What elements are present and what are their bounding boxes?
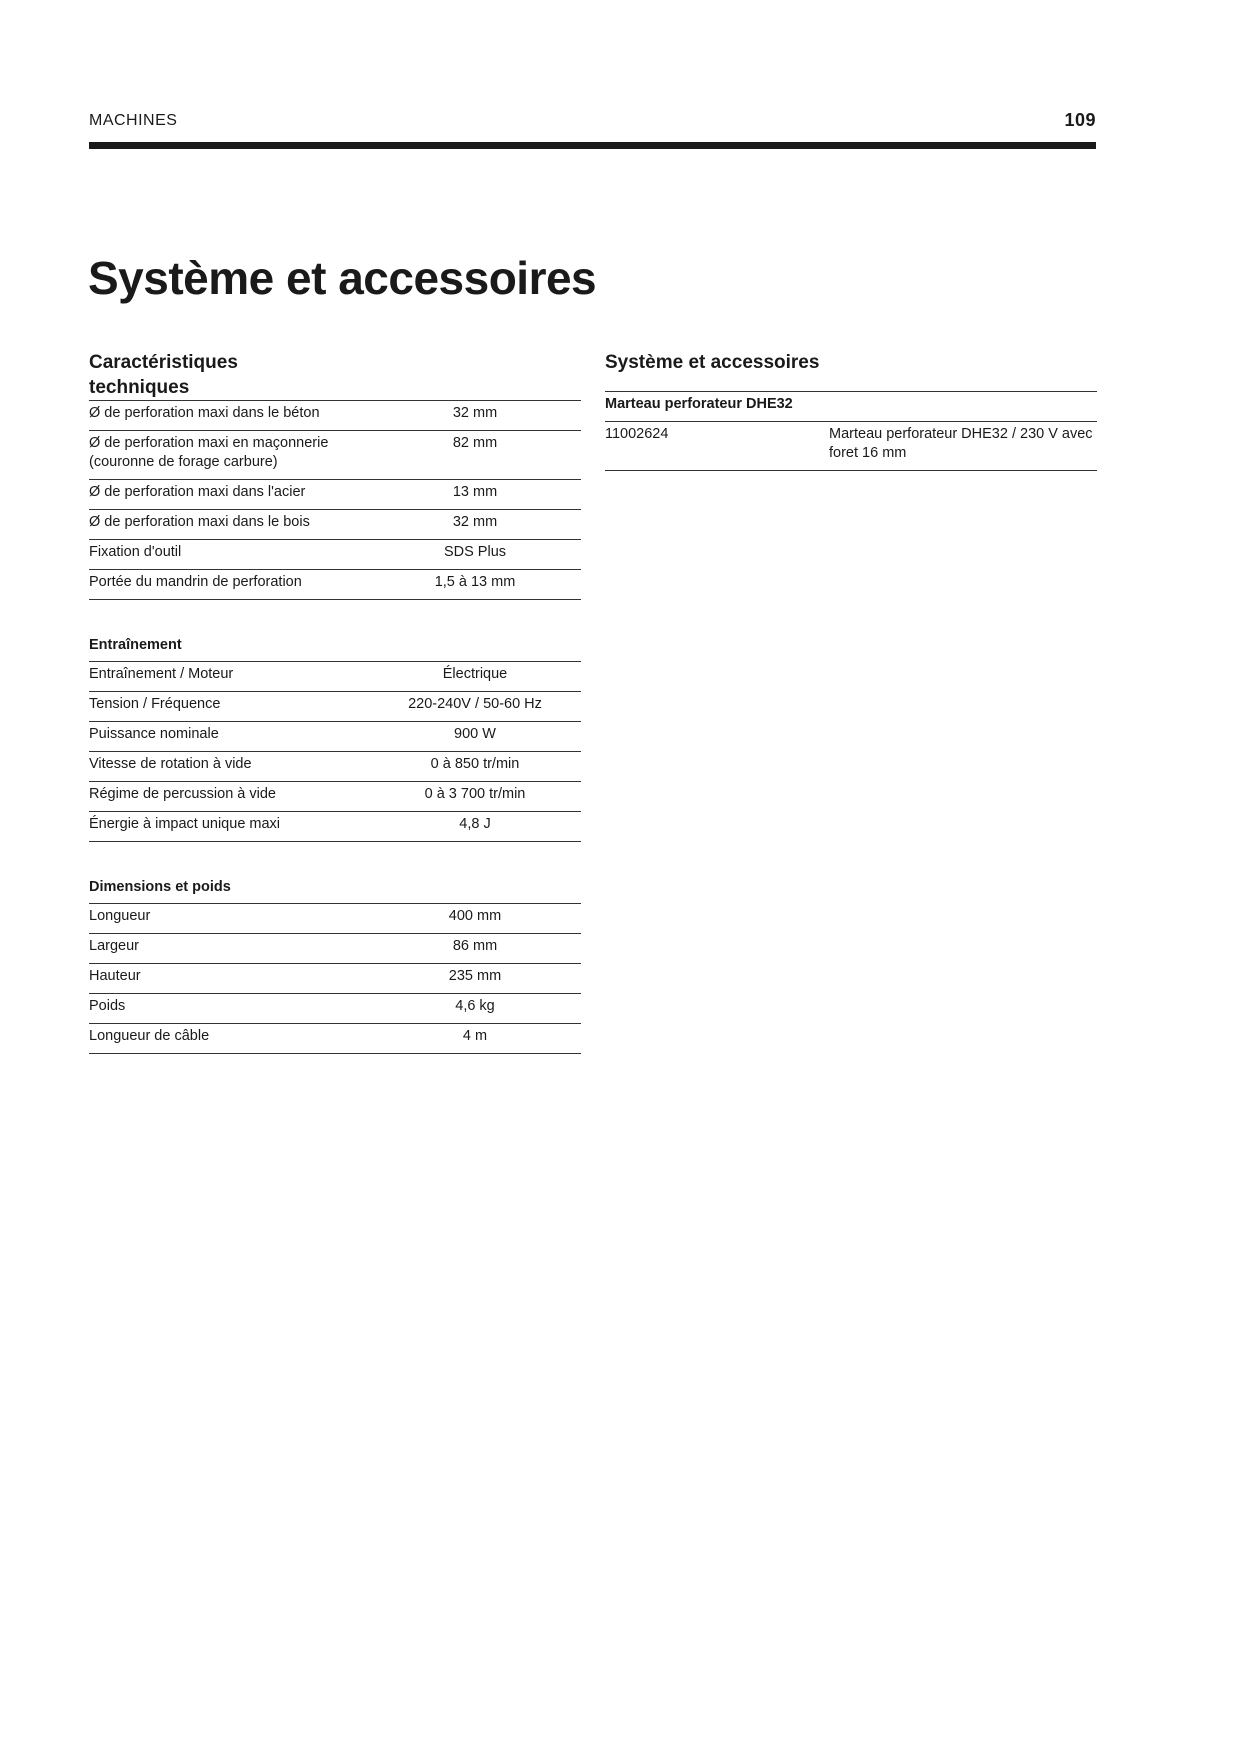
table-row — [89, 782, 581, 812]
spec-value: 220-240V / 50-60 Hz — [408, 696, 542, 712]
spec-label: Puissance nominale — [89, 726, 219, 742]
table-row — [89, 752, 581, 782]
spec-value: 13 mm — [452, 484, 498, 500]
spec-label: Ø de perforation maxi dans le béton — [89, 405, 320, 421]
spec-label: Ø de perforation maxi en maçonnerie (couronne de forage carbure) — [89, 435, 329, 470]
spec-value: 86 mm — [452, 938, 498, 954]
table-row — [89, 540, 581, 570]
spec-label: Ø de perforation maxi dans le bois — [89, 514, 310, 530]
spec-value: SDS Plus — [443, 544, 507, 560]
specs-table-drive — [89, 661, 581, 842]
spec-label: Entraînement / Moteur — [89, 666, 234, 682]
article-description: Marteau perforateur DHE32 / 230 V avec foret 16 mm — [829, 426, 1093, 461]
spec-value: 400 mm — [448, 908, 502, 924]
table-row — [89, 662, 581, 692]
spec-value: 32 mm — [452, 514, 498, 530]
table-row — [89, 904, 581, 934]
spec-value: 4 m — [462, 1028, 488, 1044]
spec-value: 4,6 kg — [455, 998, 495, 1014]
group-title-dimensions: Dimensions et poids — [89, 879, 231, 895]
table-row — [89, 934, 581, 964]
group-spacer — [89, 600, 581, 636]
spec-label: Poids — [89, 998, 126, 1014]
header-divider — [89, 142, 1096, 149]
spec-label: Portée du mandrin de perforation — [89, 574, 302, 590]
specs-table-dimensions — [89, 903, 581, 1054]
accessories-group-title: Marteau perforateur DHE32 — [605, 392, 1097, 422]
spec-value: 0 à 3 700 tr/min — [424, 786, 526, 802]
table-row — [89, 570, 581, 600]
header-section-label: MACHINES — [89, 112, 178, 129]
spec-label: Hauteur — [89, 968, 141, 984]
accessories-table — [605, 391, 1097, 471]
page-number: 109 — [1064, 110, 1096, 130]
specs-column — [89, 350, 581, 1054]
table-row — [89, 964, 581, 994]
table-row — [89, 812, 581, 842]
spec-label: Longueur de câble — [89, 1028, 210, 1044]
accessories-column — [605, 350, 1097, 471]
spec-value: 82 mm — [452, 435, 498, 451]
spec-label: Énergie à impact unique maxi — [89, 816, 281, 832]
article-code: 11002624 — [605, 426, 669, 442]
spec-value: 235 mm — [448, 968, 502, 984]
specs-table-general — [89, 400, 581, 600]
page-title: Système et accessoires — [88, 252, 597, 304]
accessories-heading: Système et accessoires — [605, 352, 820, 373]
spec-label: Largeur — [89, 938, 139, 954]
table-row — [89, 431, 581, 480]
spec-label: Fixation d'outil — [89, 544, 182, 560]
table-row — [605, 422, 1097, 471]
table-row — [89, 401, 581, 431]
table-row — [89, 994, 581, 1024]
table-row — [89, 510, 581, 540]
spec-value: 32 mm — [452, 405, 498, 421]
table-row — [89, 1024, 581, 1054]
spec-value: 1,5 à 13 mm — [434, 574, 516, 590]
spec-label: Vitesse de rotation à vide — [89, 756, 252, 772]
group-title-drive: Entraînement — [89, 637, 182, 653]
table-row — [89, 692, 581, 722]
group-spacer — [89, 842, 581, 878]
table-row — [89, 722, 581, 752]
spec-label: Régime de percussion à vide — [89, 786, 276, 802]
spec-label: Longueur — [89, 908, 151, 924]
spec-value: Électrique — [442, 666, 508, 682]
spec-label: Ø de perforation maxi dans l'acier — [89, 484, 306, 500]
spec-label: Tension / Fréquence — [89, 696, 221, 712]
spec-value: 900 W — [454, 726, 496, 742]
spec-value: 4,8 J — [459, 816, 491, 832]
table-row — [89, 480, 581, 510]
spec-value: 0 à 850 tr/min — [430, 756, 520, 772]
specs-heading: Caractéristiques techniques — [89, 352, 238, 398]
